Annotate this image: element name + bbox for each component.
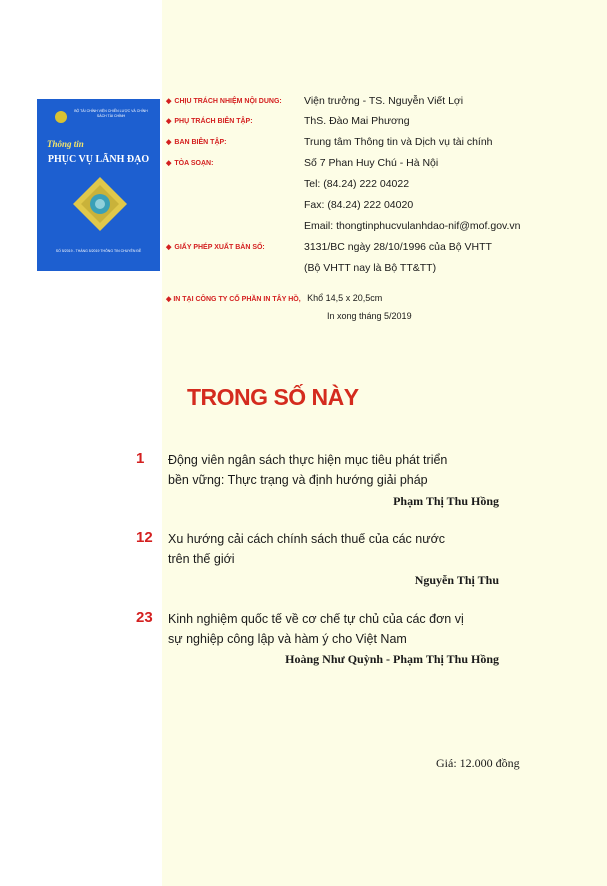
cover-title-line2: PHỤC VỤ LÃNH ĐẠO: [47, 154, 150, 165]
cover-footer: SỐ 5/2019 - THÁNG 5/2019 THÔNG TIN CHUYÊN ĐỀ: [55, 249, 142, 253]
masthead-label: TÒA SOẠN:: [174, 160, 214, 167]
print-label: IN TẠI CÔNG TY CỔ PHẦN IN TÂY HỒ,: [173, 296, 301, 303]
price-label: Giá: 12.000 đồng: [436, 756, 520, 770]
page-background: [162, 0, 607, 886]
bullet-icon: ◆: [166, 296, 174, 303]
contact-fax: Fax: (84.24) 222 04020: [304, 199, 414, 211]
masthead-value: Viện trưởng - TS. Nguyễn Viết Lợi: [304, 95, 464, 107]
bullet-icon: ◆: [166, 98, 172, 105]
license-label: GIẤY PHÉP XUẤT BẢN SỐ:: [174, 244, 265, 251]
print-date: In xong tháng 5/2019: [327, 311, 412, 321]
article-page-number: 12: [136, 529, 153, 546]
article-author: Nguyễn Thị Thu: [414, 573, 499, 587]
bullet-icon: ◆: [166, 244, 172, 251]
article-page-number: 23: [136, 609, 153, 626]
article-title[interactable]: Xu hướng cải cách chính sách thuế của các nước trên thế giới: [168, 532, 446, 566]
article-page-number: 1: [136, 450, 145, 467]
masthead-value: ThS. Đào Mai Phương: [304, 115, 410, 127]
article-title[interactable]: Động viên ngân sách thực hiện mục tiêu phát triển bền vững: Thực trạng và định hướng giải pháp: [168, 453, 448, 487]
emblem-icon: [55, 111, 67, 123]
cover-artwork: [71, 175, 129, 233]
license-note: (Bộ VHTT nay là Bộ TT&TT): [304, 262, 437, 274]
magazine-cover: [37, 99, 160, 271]
print-size: Khổ 14,5 x 20,5cm: [307, 293, 383, 303]
cover-title-line1: Thông tin: [47, 139, 84, 149]
masthead-label: CHỊU TRÁCH NHIỆM NỘI DUNG:: [174, 98, 282, 105]
masthead-label: BAN BIÊN TẬP:: [174, 139, 227, 146]
print-row: [166, 293, 382, 303]
bullet-icon: ◆: [166, 160, 172, 167]
article-title[interactable]: Kinh nghiệm quốc tế về cơ chế tự chủ của các đơn vị sự nghiệp công lập và hàm ý cho Việt Nam: [168, 612, 464, 646]
license-value: 3131/BC ngày 28/10/1996 của Bộ VHTT: [304, 241, 492, 253]
contents-heading: TRONG SỐ NÀY: [187, 384, 359, 410]
article-author: Phạm Thị Thu Hồng: [393, 494, 499, 508]
contact-email[interactable]: Email: thongtinphucvulanhdao-nif@mof.gov.vn: [304, 220, 521, 232]
cover-publisher: BỘ TÀI CHÍNH VIỆN CHIẾN LƯỢC VÀ CHÍNH SÁCH TÀI CHÍNH: [74, 109, 148, 118]
masthead-label: PHỤ TRÁCH BIÊN TẬP:: [174, 118, 253, 125]
bullet-icon: ◆: [166, 118, 172, 125]
article-author: Hoàng Như Quỳnh - Phạm Thị Thu Hồng: [285, 652, 499, 666]
masthead-value: Trung tâm Thông tin và Dịch vụ tài chính: [304, 136, 493, 148]
masthead-value: Số 7 Phan Huy Chú - Hà Nội: [304, 157, 439, 169]
contact-tel: Tel: (84.24) 222 04022: [304, 178, 410, 190]
bullet-icon: ◆: [166, 139, 172, 146]
